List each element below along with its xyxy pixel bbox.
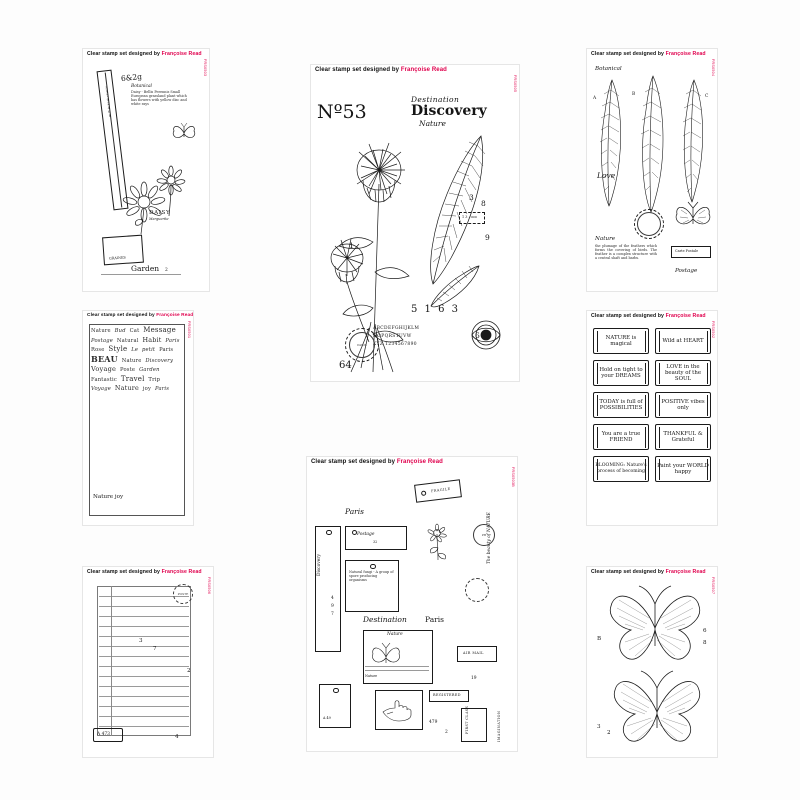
rule-line [99, 636, 189, 637]
alphabet-line-3: XYZ 1234567890 [373, 342, 418, 347]
number-4: 4 [175, 734, 179, 740]
sheet-artwork [591, 322, 713, 521]
designer-name: Françoise Read [156, 313, 194, 318]
word-9: Style [108, 345, 128, 353]
rule-line [99, 626, 189, 627]
script-number: 6&2g [120, 71, 143, 84]
sheet-header-prefix: Clear stamp set designed by [87, 313, 155, 318]
nature-word: Nature [419, 119, 446, 128]
feather-small [427, 262, 483, 310]
seed-packet [102, 235, 144, 266]
tag-hole [370, 564, 375, 569]
sheet-header-prefix: Clear stamp set designed by [87, 569, 161, 575]
sheet-header [591, 51, 713, 57]
word-7: Paris [165, 337, 180, 344]
a49-text: A 49 [323, 716, 331, 720]
registered-text: REGISTERED [433, 693, 461, 697]
sheet-code: FRS0503 [203, 59, 207, 77]
garden-number: 2 [165, 268, 168, 273]
rule-line [99, 696, 189, 697]
quote-ticket-3[interactable]: Hold on tight to your DREAMS [593, 360, 649, 386]
corner-code-text: A 473 [97, 732, 110, 737]
quote-ticket-10[interactable]: Paint your WORLD happy [655, 456, 711, 482]
postmark-text: POSTE [177, 592, 189, 596]
postmark-ring-outer [345, 328, 379, 362]
destination-word: Destination [411, 95, 460, 104]
tag-postage[interactable] [345, 526, 407, 550]
rule-line [99, 666, 189, 667]
sheet-header-prefix: Clear stamp set designed by [591, 51, 665, 57]
botanical-title: Botanical [595, 66, 622, 72]
paris-script: Paris [345, 507, 365, 516]
sheet-header [87, 51, 205, 57]
sheet-header [87, 569, 209, 575]
sheet-code: FRS0507 [711, 577, 715, 595]
stamp-sheet-tags-collage[interactable] [306, 456, 518, 752]
nature-word: Nature [595, 236, 616, 242]
frame-rule [365, 666, 429, 667]
stamp-sheet-thistle-feather[interactable] [310, 64, 520, 382]
word-20: Trip [148, 376, 161, 383]
postmark-round [173, 584, 193, 604]
feather-b [635, 74, 671, 214]
number-7: 7 [153, 646, 157, 652]
daisy-sublabel: Marguerite [149, 217, 169, 221]
rule-line [99, 606, 189, 607]
first-class-text: FIRST CLASS [465, 705, 469, 734]
flower-sprig [423, 526, 453, 562]
quote-ticket-4[interactable]: LOVE in the beauty of the SOUL [655, 360, 711, 386]
word-15: Voyage [91, 365, 117, 373]
rule-line [99, 656, 189, 657]
designer-name: Françoise Read [161, 569, 202, 575]
sheet-code: FRS0503B [511, 467, 515, 487]
dashed-label-text: 1 3 . ooo [462, 215, 477, 219]
word-10: Le petit [131, 347, 156, 353]
rule-line [99, 676, 189, 677]
nature-text: Nature [387, 632, 403, 637]
postage-text: Postage [357, 532, 375, 537]
quote-ticket-6[interactable]: POSITIVE vibes only [655, 392, 711, 418]
letter-c: C [705, 94, 709, 99]
rule-line [99, 616, 189, 617]
sheet-artwork [591, 578, 713, 753]
carte-postale-text: Carte Postale [675, 249, 699, 253]
love-word: Love [597, 171, 616, 180]
sheet-artwork [315, 76, 515, 377]
fragile-text: FRAGILE [430, 486, 451, 494]
letter-b: B [597, 636, 602, 642]
natural-fungi-text: Natural fungi - A group of spore producing organisms [349, 570, 394, 582]
number-9: 9 [485, 233, 490, 242]
stamp-sheet-quote-tickets[interactable] [586, 310, 718, 526]
word-5: Natural [116, 337, 139, 344]
sheet-header [87, 313, 194, 318]
destination-text: Destination [363, 615, 407, 624]
sheet-header-prefix: Clear stamp set designed by [87, 51, 161, 57]
word-collage [91, 326, 183, 514]
tag-hole [326, 530, 331, 535]
letter-a: A [593, 96, 597, 101]
number-3: 3 [597, 724, 601, 730]
number-8: 8 [481, 199, 486, 208]
number-6: 6 [703, 628, 707, 634]
number-4: 4 [331, 596, 334, 601]
daisy-label: DAISY [149, 210, 171, 216]
designer-name: Françoise Read [665, 569, 706, 575]
rule-line [99, 726, 189, 727]
word-2: Cat [129, 328, 140, 334]
imagination-text: IMAGINATION [497, 710, 501, 742]
sheet-header [315, 67, 515, 73]
destination-city: Paris [425, 615, 445, 624]
designer-name: Françoise Read [665, 51, 706, 57]
ruler-tick-labels: 3 5 7 9 2 4 6 8 [105, 85, 112, 119]
nature-joy-script: Nature joy [93, 494, 124, 500]
word-4: Postage [91, 337, 114, 344]
seed-packet-label: GRAINES [108, 255, 126, 261]
number-7: 7 [331, 612, 334, 617]
number-479: 479 [429, 720, 438, 725]
quote-ticket-8[interactable]: THANKFUL & Grateful [655, 424, 711, 450]
pointing-hand-icon [381, 696, 415, 722]
butterfly-large-top [605, 584, 705, 666]
number-group: 5 1 6 3 [411, 304, 460, 315]
sheet-code: FRS0505 [513, 75, 517, 93]
butterfly-large-bottom [609, 670, 705, 748]
nature-beauty-text: The beauty of NATURE [487, 512, 492, 564]
designer-name: Françoise Read [161, 51, 202, 57]
word-19: Travel [120, 374, 145, 383]
rule-line [99, 706, 189, 707]
quote-ticket-2[interactable]: Wild at HEART [655, 328, 711, 354]
sheet-header-prefix: Clear stamp set designed by [591, 313, 665, 319]
rule-line [99, 646, 189, 647]
tag-hole [333, 688, 338, 693]
number-64: 64 [339, 360, 352, 371]
word-21: Voyage [91, 386, 112, 392]
postage-word: Postage [675, 268, 698, 274]
sheet-artwork [87, 578, 209, 753]
number-2: 2 [607, 730, 611, 736]
discovery-word: Discovery [411, 103, 487, 119]
designer-name: Françoise Read [665, 313, 706, 319]
rule-line [99, 686, 189, 687]
postmark-text: PARIS [357, 343, 367, 347]
stamp-sheet-textmass[interactable] [82, 310, 194, 526]
stamp-sheet-feathers-botanical[interactable] [586, 48, 718, 292]
designer-name: Françoise Read [400, 67, 447, 73]
sheet-header-prefix: Clear stamp set designed by [315, 67, 400, 73]
tag-discovery[interactable] [315, 526, 341, 652]
stamp-sheet-daisy-garden[interactable] [82, 48, 210, 292]
postmark-round [465, 578, 489, 602]
butterfly-icon [673, 200, 713, 234]
postage-number: 32 [373, 540, 378, 544]
alphabet-line-2: NOPQRSTUVW [373, 334, 412, 339]
number-6: 6 [475, 331, 480, 340]
quote-ticket-1[interactable]: NATURE is magical [593, 328, 649, 354]
air-mail-text: AIR MAIL [463, 651, 484, 655]
number-53: Nº53 [317, 101, 367, 123]
number-8: 8 [703, 640, 707, 646]
word-6: Habit [142, 335, 162, 344]
stamp-sheet-lined-note[interactable] [82, 566, 214, 758]
number-9: 9 [331, 604, 334, 609]
number-3: 3 [139, 638, 143, 644]
sheet-code: FRS0506 [207, 577, 211, 595]
sheet-code: FRS0501 [187, 321, 191, 339]
alphabet-line-1: ABCDEFGHIJKLM [373, 326, 420, 331]
garden-word: Garden [131, 264, 160, 273]
sheet-artwork [87, 322, 189, 521]
sheet-header [591, 313, 713, 319]
number-3: 3 [469, 193, 474, 202]
word-17: Garden [139, 367, 160, 373]
postmark-ring [634, 209, 664, 239]
tag-hole [421, 490, 427, 496]
rosette-seal [469, 318, 503, 352]
botanical-title: Botanical [131, 84, 152, 89]
number-2: 2 [187, 668, 191, 674]
feather-a [595, 78, 629, 208]
margin-line [111, 586, 112, 736]
sheet-header-prefix: Clear stamp set designed by [311, 459, 396, 465]
word-23: joy [142, 386, 152, 392]
quote-ticket-5[interactable]: TODAY is full of POSSIBILITIES [593, 392, 649, 418]
word-13: Nature [121, 357, 142, 364]
rule-line [99, 716, 189, 717]
quote-ticket-7[interactable]: You are a true FRIEND [593, 424, 649, 450]
word-3: Message [143, 326, 176, 334]
number-1: 1 [349, 241, 354, 250]
sheet-header [591, 569, 713, 575]
number-19: 19 [471, 676, 477, 681]
word-11: Paris [159, 347, 174, 353]
word-24: Paris [154, 386, 170, 392]
underline [101, 274, 181, 275]
word-12: BEAU [91, 353, 118, 364]
discovery-text: Discovery [317, 554, 322, 576]
daisy-flower-small [153, 166, 189, 216]
sheet-artwork [311, 468, 513, 747]
quote-ticket-9[interactable]: BLOOMING: Nature's process of becoming [593, 456, 649, 482]
number-2: 2 [445, 730, 448, 735]
word-16: Poste [119, 367, 136, 373]
botanical-paragraph: Daisy - Bellis Perennis Small European grassland plant which has flowers with yellow disc and white rays [131, 90, 187, 106]
sheet-header-prefix: Clear stamp set designed by [591, 569, 665, 575]
word-14: Discovery [145, 357, 174, 364]
sheet-artwork [591, 60, 713, 287]
word-22: Nature [114, 384, 139, 392]
word-8: Rose [91, 347, 105, 353]
sheet-artwork [87, 60, 205, 287]
tag-a49[interactable] [319, 684, 351, 728]
word-1: Bud [114, 328, 126, 334]
butterfly-icon [171, 122, 197, 144]
stamp-sheet-butterflies[interactable] [586, 566, 718, 758]
sheet-header [311, 459, 513, 465]
designer-name: Françoise Read [396, 459, 443, 465]
frame-rule [365, 670, 429, 671]
sheet-code: FRS0504 [711, 59, 715, 77]
nature-caption: Nature [365, 674, 378, 678]
word-18: Fantastic [91, 376, 117, 383]
sheet-code: FRS0502 [711, 321, 715, 339]
word-0: Nature [91, 328, 111, 334]
feather-paragraph: the plumage of the feathers which forms the covering of birds. The feather is a complex structure with a central shaft and barbs. [595, 244, 657, 260]
badge-pb-text: PB [481, 533, 487, 537]
letter-b: B [632, 92, 636, 97]
